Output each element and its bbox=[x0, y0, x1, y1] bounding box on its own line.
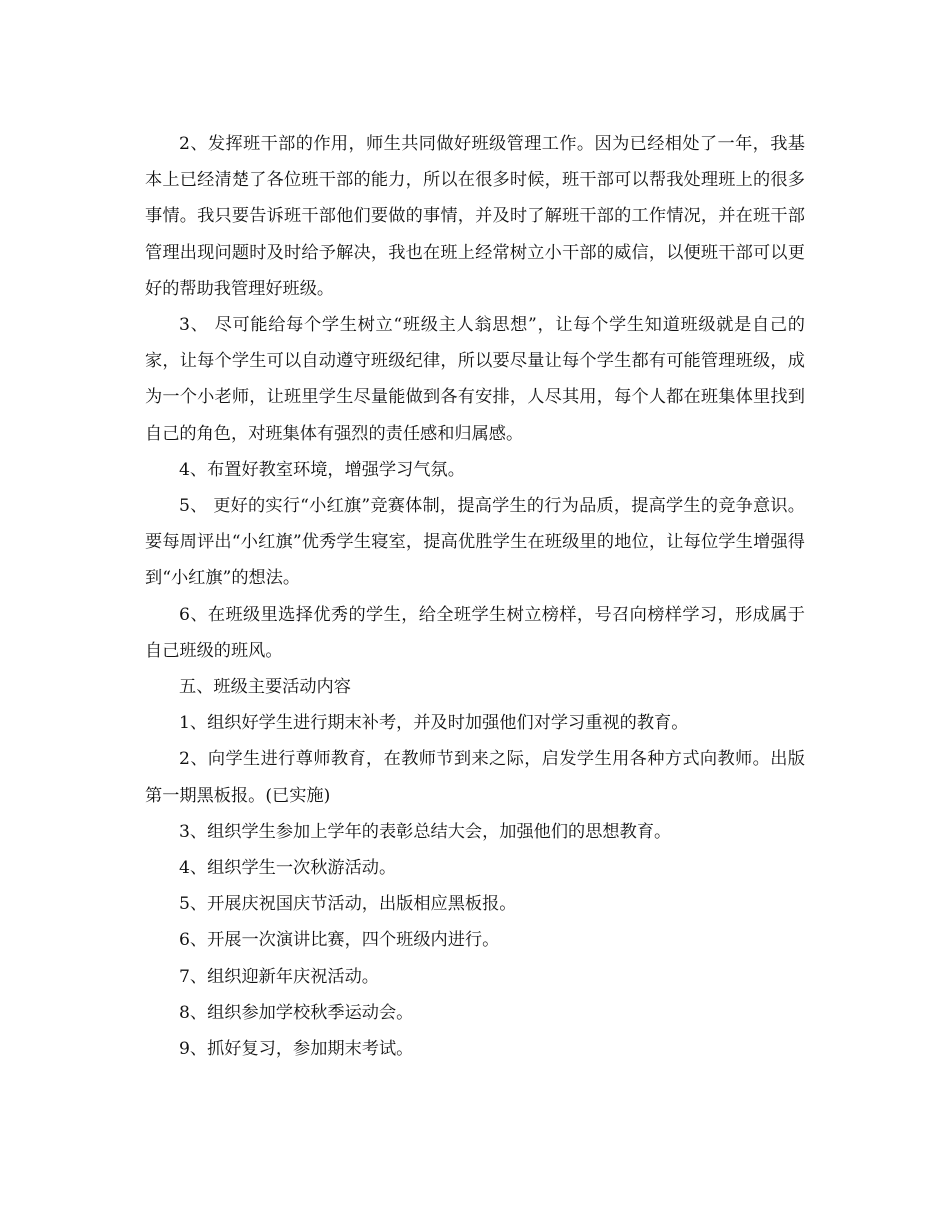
paragraph-ownership-thinking: 3、 尽可能给每个学生树立“班级主人翁思想”，让每个学生知道班级就是自己的家，让每个学生可以自动遵守班级纪律，所以要尽量让每个学生都有可能管理班级，成为一个小老师，让班里学生尽量能做到各有安排，人尽其用，每个人都在班集体里找到自己的角色，对班集体有强烈的责任感和归属感。 bbox=[145, 315, 805, 444]
activity-item-8: 8、组织参加学校秋季运动会。 bbox=[179, 1002, 414, 1023]
activity-item-6: 6、开展一次演讲比赛，四个班级内进行。 bbox=[179, 930, 500, 951]
activity-item-4: 4、组织学生一次秋游活动。 bbox=[179, 858, 397, 879]
paragraph-role-models: 6、在班级里选择优秀的学生，给全班学生树立榜样，号召向榜样学习，形成属于自己班级的班风。 bbox=[145, 604, 805, 661]
activity-item-9: 9、抓好复习，参加期末考试。 bbox=[179, 1039, 414, 1060]
activity-item-1: 1、组织好学生进行期末补考，并及时加强他们对学习重视的教育。 bbox=[179, 713, 689, 734]
paragraph-red-flag-competition: 5、 更好的实行“小红旗”竞赛体制，提高学生的行为品质，提高学生的竞争意识。要每周评出“小红旗”优秀学生寝室，提高优胜学生在班级里的地位，让每位学生增强得到“小红旗”的想法。 bbox=[145, 496, 805, 589]
section-heading-activities: 五、班级主要活动内容 bbox=[179, 677, 351, 698]
activity-item-7: 7、组织迎新年庆祝活动。 bbox=[179, 966, 379, 987]
activity-item-2: 2、向学生进行尊师教育，在教师节到来之际，启发学生用各种方式向教师。出版第一期黑板报。(已实施) bbox=[145, 749, 805, 806]
activity-item-5: 5、开展庆祝国庆节活动，出版相应黑板报。 bbox=[179, 894, 517, 915]
document-page bbox=[145, 126, 805, 1067]
paragraph-classroom-environment: 4、布置好教室环境，增强学习气氛。 bbox=[179, 459, 465, 480]
paragraph-class-cadres: 2、发挥班干部的作用，师生共同做好班级管理工作。因为已经相处了一年，我基本上已经清楚了各位班干部的能力，所以在很多时候，班干部可以帮我处理班上的很多事情。我只要告诉班干部他们要做的事情，并及时了解班干部的工作情况，并在班干部管理出现问题时及时给予解决，我也在班上经常树立小干部的威信，以便班干部可以更好的帮助我管理好班级。 bbox=[145, 134, 805, 299]
activity-item-3: 3、组织学生参加上学年的表彰总结大会，加强他们的思想教育。 bbox=[179, 821, 672, 842]
